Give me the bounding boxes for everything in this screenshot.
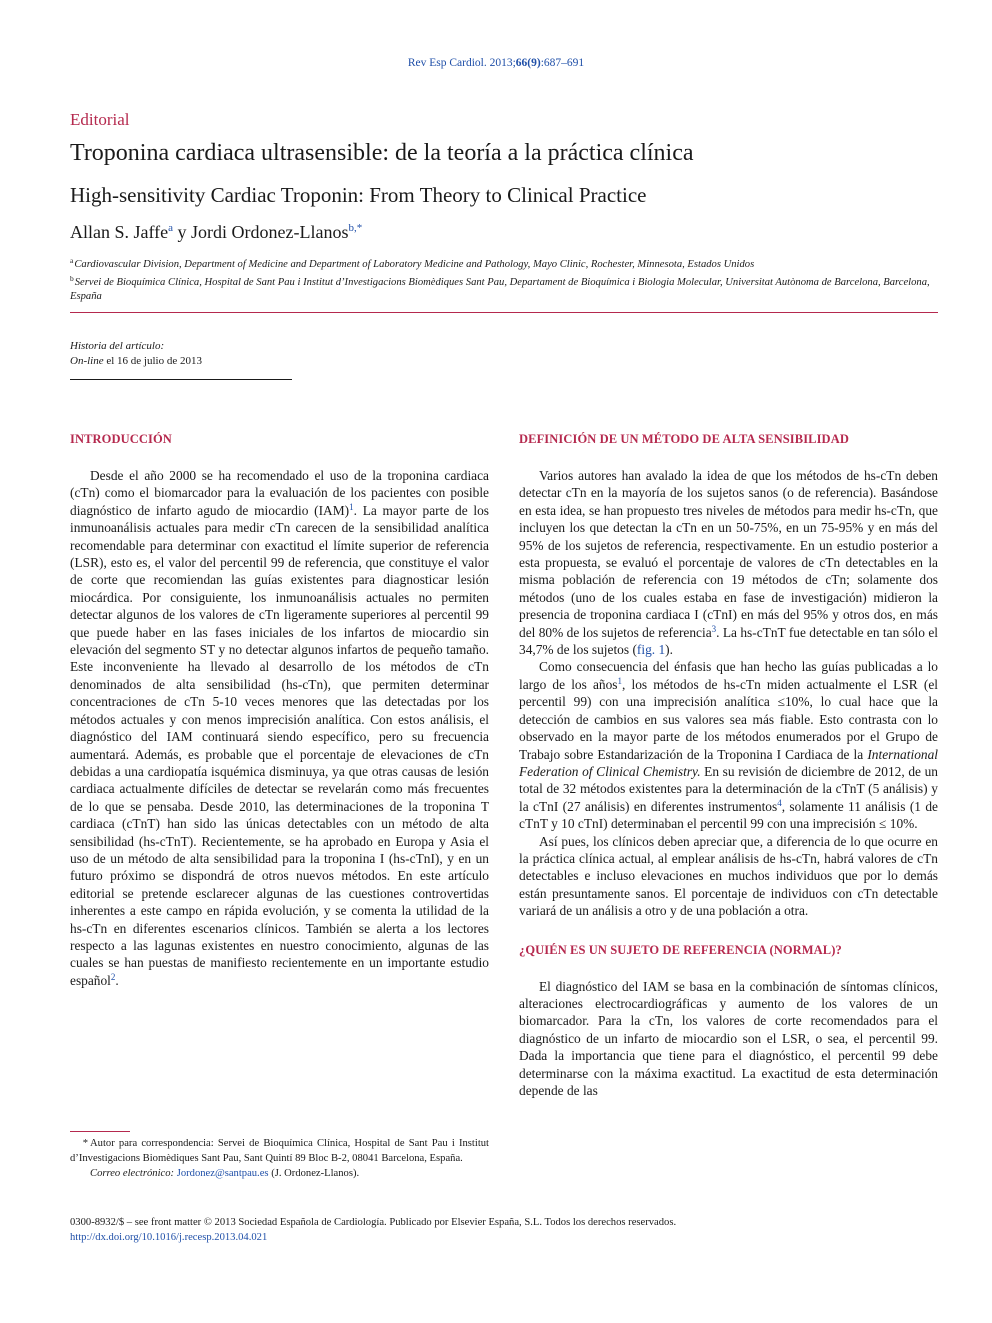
footnote-divider <box>70 1131 130 1132</box>
affiliations <box>70 254 938 304</box>
footnote-mark: * <box>82 1138 88 1149</box>
body-paragraph: Así pues, los clínicos deben apreciar que, a diferencia de lo que ocurre en la práctica clínica actual, al emplear análisis de hs-cTn, habrá valores de cTn detectables e incluso elevaciones en muchos individuos que por lo demás están presuntamente sanos. El porcentaje de individuos con cTn detectable variará de un análisis a otro y de una población a otra. <box>519 833 938 919</box>
right-column <box>519 431 938 1099</box>
affiliation-link[interactable]: a <box>168 222 174 234</box>
body-paragraph: Desde el año 2000 se ha recomendado el uso de la troponina cardiaca (cTn) como el biomarcador para la evaluación de los pacientes con posible diagnóstico de infarto agudo de miocardio (IAM)$^1$. La mayor parte de los inmunoanálisis actuales para medir cTn carecen de la sensibilidad analítica recomendable para determinar con exactitud el límite superior de referencia (LSR), esto es, el valor del percentil 99 de referencia, que constituye el valor de corte que recomiendan las guías existentes para diagnosticar lesión miocárdica. Por consiguiente, los inmunoanálisis actuales no permiten detectar algunos de los valores de cTn ligeramente superiores al percentil 99 que puede haber en las fases iniciales de los infartos de miocardio sin elevación del segmento ST y no detectar algunos infartos de pequeño tamaño. Este inconveniente ha llevado al desarrollo de los métodos de cTn denominados de alta sensibilidad (hs-cTn), que permiten determinar concentraciones de cTn 5-10 veces menores que las detectadas por los métodos actuales y con menos imprecisión analítica. Con estos análisis, el diagnóstico del IAM continuará siendo específico, pero su frecuencia aumentará. Además, es probable que el porcentaje de elevaciones de cTn debidas a una cardiopatía isquémica disminuya, ya que otras causas de lesión cardiaca actualmente difíciles de detectar se revelarán como más frecuentes de lo que se pensaba. Desde 2010, las determinaciones de la troponina T cardiaca (cTnT) han sido las únicas detectables con un método de alta sensibilidad (hs-cTnT). Recientemente, se ha aprobado en Europa y Asia el uso de un método de alta sensibilidad para la troponina I (hs-cTnI), y en un futuro próximo se dispondrá de otros nuevos métodos. En este artículo editorial se pretende esclarecer algunas de las cuestiones controvertidas inherentes a este campo en rápida evolución, y se comenta la utilidad de la hs-cTn en diferentes escenarios clínicos. También se alerta a los lectores respecto a las lagunas existentes en nuestro conocimiento, algunas de las cuales se han puestas de manifiesto recientemente en un importante estudio español$^2$. <box>70 468 490 988</box>
author-connector: y <box>173 222 192 242</box>
author-name: Allan S. Jaffe <box>70 222 169 242</box>
affiliation-link[interactable]: b,* <box>348 222 363 234</box>
body-paragraph: Varios autores han avalado la idea de que los métodos de hs-cTn deben detectar cTn en la mayoría de los sujetos sanos (o de referencia). Basándose en esta idea, se han propuesto tres niveles de métodos para medir hs-cTn, que incluyen los que detectan la cTn en un 50-75%, en un 75-95% y en más del 95% de los sujetos de referencia, respectivamente. En un estudio posterior a esta propuesta, se evaluó el porcentaje de valores de cTn detectables en la misma población de referencia con 19 métodos de cTn; solamente dos métodos (uno de los cuales estaba en fase de investigación) midieron la presencia de troponina cardiaca I (cTnI) en más del 95% y otros dos, en más del 80% de los sujetos de referencia$^3$. La hs-cTnT fue detectable en tan sólo el 34,7% de los sujetos (fig. 1). <box>519 468 938 658</box>
journal-name: Rev Esp Cardiol. 2013; <box>407 57 516 69</box>
article-title-english: High-sensitivity Cardiac Troponin: From Theory to Clinical Practice <box>70 183 647 207</box>
body-paragraph: El diagnóstico del IAM se basa en la combinación de síntomas clínicos, alteraciones electrocardiográficas y aumento de los valores de un biomarcador. Para la cTn, los valores de corte recomendados para el diagnóstico de un infarto de miocardio son el LSR, o sea, el percentil 99. Dada la importancia que tiene para el diagnóstico, el percentil 99 debe determinarse con la máxima exactitud. La exactitud de esta determinación depende de las <box>519 978 938 1098</box>
correspondence-footnote: * Autor para correspondencia: Servei de Bioquímica Clínica, Hospital de Sant Pau i Institut d’Investigacions Biomèdiques Sant Pau, Sant Quintí 89 Bloc B-2, 08041 Barcelona, España. Correo electrónico: Jordonez@santpau.es (J. Ordonez-Llanos). <box>70 1138 489 1179</box>
figure-link[interactable]: fig. 1 <box>636 642 666 658</box>
affiliation-item: $^b$Servei de Bioquímica Clínica, Hospital de Sant Pau i Institut d’Investigacions Biomèdiques Sant Pau, Departament de Bioquímica i Biologia Molecular, Universitat Autònoma de Barcelona, Barcelona, España <box>70 274 930 302</box>
publication-info <box>70 1215 676 1245</box>
author-list <box>70 222 362 243</box>
section-label: Editorial <box>70 110 130 129</box>
section-heading-definicion: DEFINICIÓN DE UN MÉTODO DE ALTA SENSIBILIDAD <box>519 432 849 446</box>
body-paragraph: Como consecuencia del énfasis que han hecho las guías publicadas a lo largo de los años$^1$, los métodos de hs-cTn miden actualmente el LSR (el percentil 99) con una imprecisión analítica ≤10%, lo cual hace que la detección de cambios en sus valores sea más fiable. Esto contrasta con lo observado en la mayor parte de los métodos enumerados por el Grupo de Trabajo sobre Estandarización de la Troponina I Cardiaca de la International Federation of Clinical Chemistry. En su revisión de diciembre de 2012, de un total de 32 métodos existentes para la determinación de la cTnT (5 análisis) y la cTnI (27 análisis) en diferentes instrumentos$^4$, solamente 11 análisis (1 de cTnT y 10 cTnI) determinaban el percentil 99 con una imprecisión ≤ 10%. <box>519 659 938 832</box>
author-name: Jordi Ordonez-Llanos <box>191 222 349 242</box>
affiliation-item: $^a$Cardiovascular Division, Department of Medicine and Department of Laboratory Medicine and Pathology, Mayo Clinic, Rochester, Minnesota, Estados Unidos <box>70 256 755 270</box>
section-heading-introduccion: INTRODUCCIÓN <box>70 432 172 446</box>
article-title-spanish: Troponina cardiaca ultrasensible: de la teoría a la práctica clínica <box>70 140 694 166</box>
journal-citation[interactable] <box>0 57 992 69</box>
history-label: Historia del artículo: <box>70 340 165 352</box>
section-heading-sujeto-referencia: ¿QUIÉN ES UN SUJETO DE REFERENCIA (NORMAL)? <box>519 942 842 957</box>
journal-pages: :687–691 <box>540 57 585 69</box>
article-history <box>70 339 202 369</box>
reference-link[interactable]: 4 <box>777 797 782 808</box>
reference-link[interactable]: 2 <box>110 971 116 982</box>
doi-link[interactable]: http://dx.doi.org/10.1016/j.recesp.2013.04.021 <box>70 1232 268 1243</box>
copyright-line: 0300-8932/$ – see front matter © 2013 Sociedad Española de Cardiología. Publicado por Elsevier España, S.L. Todos los derechos reservados. <box>70 1217 677 1228</box>
reference-link[interactable]: 1 <box>617 675 623 686</box>
header-divider <box>70 312 938 313</box>
reference-link[interactable]: 1 <box>349 501 354 512</box>
email-line: Correo electrónico: Jordonez@santpau.es (J. Ordonez-Llanos). <box>90 1168 360 1179</box>
history-divider <box>70 379 292 380</box>
online-date: On-line el 16 de julio de 2013 <box>70 355 202 367</box>
reference-link[interactable]: 3 <box>711 623 717 634</box>
journal-volume-issue: 66(9) <box>515 57 541 69</box>
email-link[interactable]: Jordonez@santpau.es <box>176 1168 269 1179</box>
left-column <box>70 431 489 989</box>
